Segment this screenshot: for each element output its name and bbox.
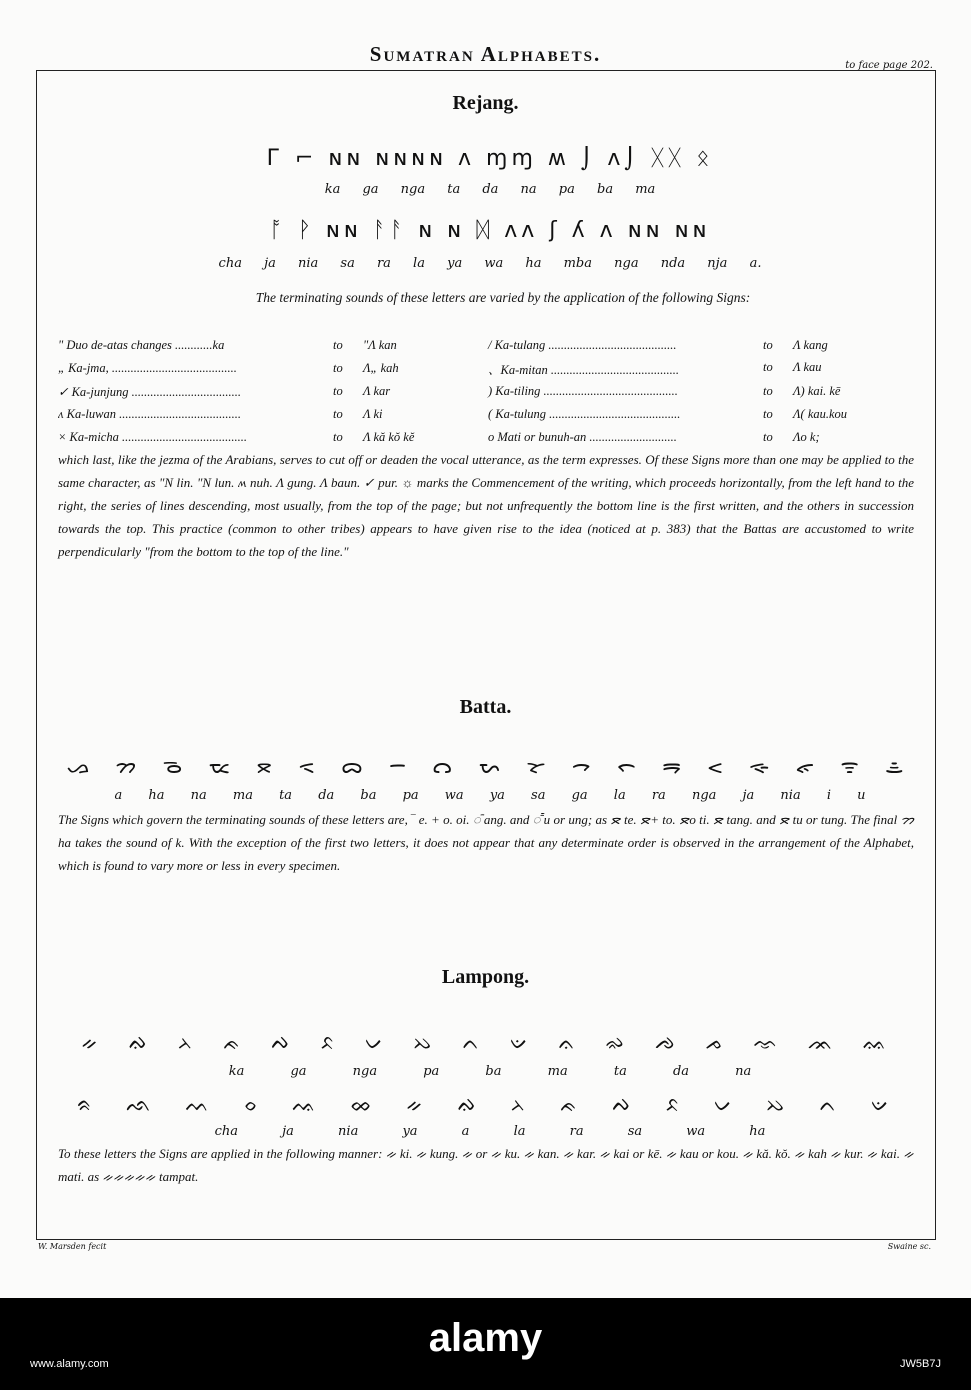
sign-to: to — [763, 407, 773, 421]
batta-paragraph: The Signs which govern the terminating sounds of these letters are, ‾ e. + o. oi. ᯰ ang. and ᯱ u or ung; as ᯖ te. ᯖ+ to. ᯖo ti. ᯖ tang. and ᯖ tu or tung. The final ᯂ ha takes the sound of k. With the exception of the first two letters, it does not appear that any determinate order is observed in the arrangement of the Alphabet, which is found to vary more or less in every specimen. — [58, 812, 914, 873]
sign-name: " Duo de-atas changes ............ka — [58, 338, 225, 352]
sign-to: to — [333, 430, 343, 444]
sign-name: „ Ka-jma, ........................................ — [58, 361, 237, 375]
lampong-syllable-row-1: ka ga nga pa ba ma ta da na — [228, 1064, 752, 1079]
batta-glyph-row: ᯀ ᯂ ᯉ ᯔ ᯖ ᯑ ᯅ ᯇ ᯋ ᯛ ᯘ ᯎ ᯞ ᯒ ᯝ ᯐ ᯠ ᯤ ᯥ — [66, 754, 914, 778]
sign-name: ʌ Ka-luwan ....................................... — [58, 407, 241, 421]
rejang-signs-lead: The terminating sounds of these letters are varied by the application of the following Signs: — [255, 290, 751, 305]
sign-row — [58, 357, 918, 380]
sign-result: Λ) kai. kē — [793, 384, 841, 398]
lampong-paragraph: To these letters the Signs are applied in the following manner: ᨀ ki. ᨀ kung. ᨀ or ᨀ ku. ᨀ kan. ᨀ kar. ᨀ kai or kē. ᨀ kau or kou. ᨀ kă. kŏ. ᨀ kah ᨀ kur. ᨀ kai. ᨀ mati. as ᨀᨀᨀᨀᨀ tampat. — [58, 1146, 914, 1184]
sign-row — [58, 380, 918, 403]
sign-name: ( Ka-tulung .......................................... — [488, 407, 681, 421]
sign-result: Λ( kau.kou — [793, 407, 848, 421]
lampong-glyph-row-2: ᨑ ᨒ ᨓ ᨔ ᨕ ᨖ ᨀ ᨁ ᨂ ᨃ ᨄ ᨅ ᨆ ᨇ ᨈ ᨉ — [76, 1092, 904, 1116]
batta-heading: Batta. — [459, 696, 512, 718]
sign-result: "Λ kan — [363, 338, 397, 352]
sign-result: Λ ki — [363, 407, 383, 421]
sign-to: to — [763, 338, 773, 352]
rejang-syllable-row-2: cha ja nia sa ra la ya wa ha mba nga nda nja a. — [218, 256, 762, 271]
sign-to: to — [763, 430, 773, 444]
alamy-logo[interactable]: alamy — [428, 1316, 543, 1360]
lampong-heading: Lampong. — [441, 966, 530, 988]
sign-result: Λ kar — [363, 383, 391, 398]
sign-name: o Mati or bunuh-an ............................ — [488, 430, 677, 444]
batta-syllable-row: a ha na ma ta da ba pa wa ya sa ga la ra nga ja nia i u — [114, 788, 866, 803]
sign-result: Λo k; — [793, 430, 820, 444]
stock-footer-bar — [0, 1298, 971, 1390]
sign-to: to — [333, 383, 343, 398]
lampong-glyph-row-1: ᨀ ᨁ ᨂ ᨃ ᨄ ᨅ ᨆ ᨇ ᨈ ᨉ ᨊ ᨋ ᨌ ᨍ ᨎ ᨏ ᨐ — [81, 1030, 899, 1054]
rejang-syllable-row-1: ka ga nga ta da na pa ba ma — [324, 182, 656, 197]
rejang-paragraph: which last, like the jezma of the Arabians, serves to cut off or deaden the vocal utterance, as the term expresses. Of these Signs more than one may be applied to the same character, as "N lin. "N lun. ʍ nuh. Λ gung. Λ baun. ✓ pur. ☼ marks the Commencement of the writing, which proceeds horizontally, from the left hand to the right, the series of lines descending, most usually, from the top of the page; but not unfrequently the bottom line is the first written, and the others in succession towards the top. This practice (common to other tribes) appears to have given rise to the idea (noticed at p. 383) that the Battas are accustomed to write perpendicularly "from the bottom to the top of the line." — [58, 452, 914, 559]
rejang-glyph-row-2: ᚩ ᚹ ɴɴ ᚨᚨ ɴ ɴ ᛞ ʌʌ ʃ ʎ ʌ ɴɴ ɴɴ — [269, 218, 711, 243]
rejang-glyph-row-1: Г ⌐ ɴɴ ɴɴɴɴ ʌ ɱɱ ʍ ⌡ ʌ⌡ ᚷᚷ ᛟ — [266, 146, 714, 171]
sign-name: ✓ Ka-junjung ................................... — [58, 384, 242, 399]
lampong-syllable-row-2: cha ja nia ya a la ra sa wa ha — [214, 1124, 766, 1139]
page-title: Sumatran Alphabets. — [369, 42, 602, 66]
sign-to: to — [763, 384, 773, 398]
sign-row — [58, 426, 918, 449]
sign-name: ) Ka-tiling ........................................... — [488, 384, 678, 398]
engraver-signature-left: W. Marsden fecit — [38, 1242, 107, 1251]
image-code: JW5B7J — [900, 1358, 941, 1370]
sign-result: Λ kang — [793, 338, 828, 352]
sign-to: to — [333, 338, 343, 352]
face-page-note: to face page 202. — [845, 60, 933, 71]
sign-to: to — [333, 407, 343, 421]
footer-url[interactable]: www.alamy.com — [30, 1358, 109, 1370]
rejang-heading: Rejang. — [452, 92, 519, 114]
sign-name: / Ka-tulang ......................................... — [488, 338, 677, 352]
rejang-signs-table — [58, 334, 918, 449]
sign-name: 、Ka-mitan ......................................... — [488, 362, 679, 377]
sign-row — [58, 403, 918, 426]
sign-result: Λ„ kah — [363, 361, 399, 375]
sign-row — [58, 334, 918, 357]
sign-to: to — [763, 359, 773, 374]
sign-result: Λ kă kŏ kĕ — [363, 430, 415, 444]
sign-to: to — [333, 361, 343, 375]
engraver-signature-right: Swaine sc. — [887, 1242, 931, 1251]
sign-name: × Ka-micha ........................................ — [58, 430, 247, 444]
sign-result: Λ kau — [793, 359, 822, 374]
